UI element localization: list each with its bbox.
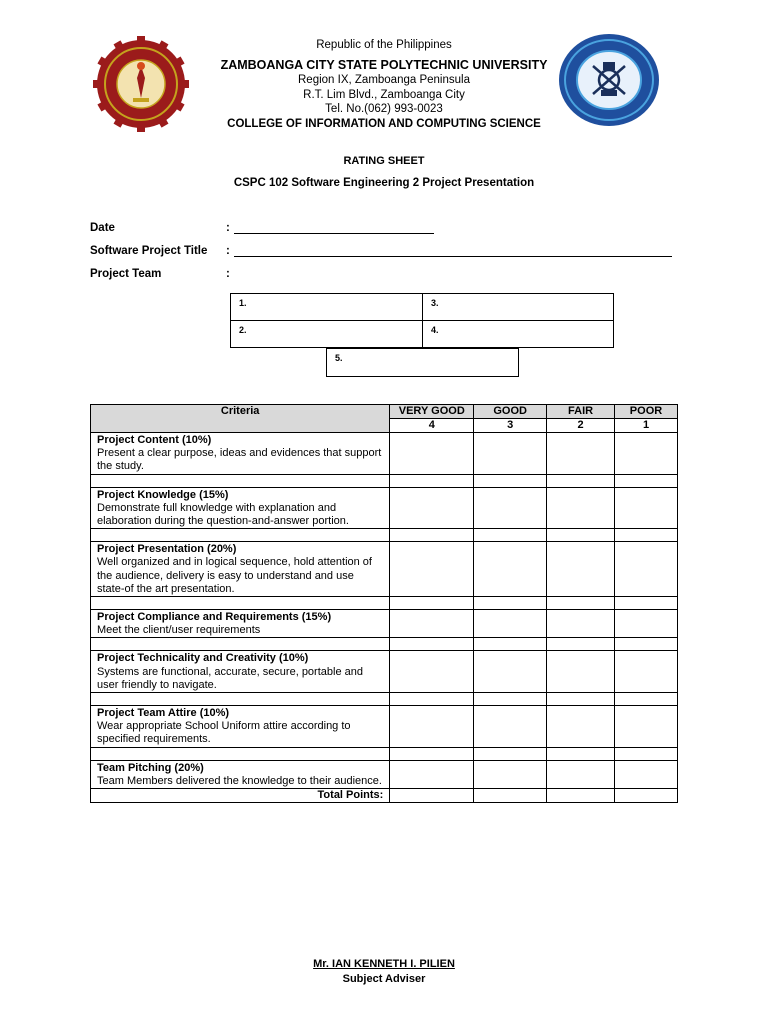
spacer-cell <box>91 638 390 651</box>
score-cell[interactable] <box>474 651 547 693</box>
spacer-cell <box>547 747 615 760</box>
criterion-title: Project Presentation (20%) <box>97 543 237 556</box>
score-cell[interactable] <box>547 433 615 475</box>
total-points-label: Total Points: <box>91 789 390 803</box>
spacer-cell <box>547 638 615 651</box>
criterion-cell <box>91 433 390 475</box>
criterion-title: Project Content (10%) <box>97 434 212 446</box>
score-cell[interactable] <box>474 487 547 529</box>
spacer-cell <box>547 597 615 610</box>
spacer-cell <box>474 747 547 760</box>
criterion-row <box>91 610 678 638</box>
criterion-description: Meet the client/user requirements <box>97 624 261 637</box>
spacer-cell <box>91 693 390 706</box>
score-cell[interactable] <box>547 760 615 788</box>
score-cell[interactable] <box>390 610 474 638</box>
spacer-cell <box>547 693 615 706</box>
date-input-line[interactable] <box>234 233 434 234</box>
criterion-description: Wear appropriate School Uniform attire according to specified requirements. <box>97 720 351 746</box>
very-good-points: 4 <box>390 419 474 433</box>
project-title-label: Software Project Title <box>90 245 208 257</box>
score-cell[interactable] <box>390 651 474 693</box>
criterion-description: Present a clear purpose, ideas and evidences that support the study. <box>97 447 382 473</box>
address-line: R.T. Lim Blvd., Zamboanga City <box>303 89 465 101</box>
project-team-label: Project Team <box>90 268 162 280</box>
spacer-cell <box>474 693 547 706</box>
score-cell[interactable] <box>547 789 615 803</box>
spacer-cell <box>390 597 474 610</box>
spacer-row <box>91 693 678 706</box>
spacer-row <box>91 638 678 651</box>
telephone-line: Tel. No.(062) 993-0023 <box>325 103 443 115</box>
score-cell[interactable] <box>390 706 474 748</box>
project-team-colon: : <box>226 268 230 280</box>
date-label: Date <box>90 222 115 234</box>
criterion-description: Well organized and in logical sequence, hold attention of the audience, delivery is easy to understand and use state-of the art presentation. <box>97 556 372 595</box>
college-name: COLLEGE OF INFORMATION AND COMPUTING SCIENCE <box>227 118 541 130</box>
spacer-row <box>91 474 678 487</box>
poor-points: 1 <box>615 419 678 433</box>
spacer-cell <box>390 474 474 487</box>
good-header: GOOD <box>474 405 547 419</box>
criterion-description: Systems are functional, accurate, secure, portable and user friendly to navigate. <box>97 665 363 691</box>
criterion-description: Team Members delivered the knowledge to their audience. <box>97 774 382 787</box>
fair-header: FAIR <box>547 405 615 419</box>
score-cell[interactable] <box>615 610 678 638</box>
criterion-cell <box>91 651 390 693</box>
spacer-cell <box>615 747 678 760</box>
score-cell[interactable] <box>615 760 678 788</box>
team-member-slot[interactable]: 4. <box>422 320 614 348</box>
fair-points: 2 <box>547 419 615 433</box>
criterion-description: Demonstrate full knowledge with explanation and elaboration during the question-and-answer portion. <box>97 501 349 528</box>
very-good-header: VERY GOOD <box>390 405 474 419</box>
score-cell[interactable] <box>474 760 547 788</box>
criterion-row <box>91 433 678 475</box>
spacer-row <box>91 529 678 542</box>
spacer-cell <box>615 474 678 487</box>
spacer-cell <box>91 529 390 542</box>
team-member-slot[interactable]: 3. <box>422 293 614 321</box>
spacer-cell <box>390 747 474 760</box>
project-title-colon: : <box>226 245 230 257</box>
score-cell[interactable] <box>474 706 547 748</box>
spacer-cell <box>390 529 474 542</box>
score-cell[interactable] <box>547 542 615 597</box>
criterion-row <box>91 706 678 748</box>
republic-line: Republic of the Philippines <box>316 39 452 51</box>
criterion-title: Team Pitching (20%) <box>97 761 204 774</box>
criterion-title: Project Team Attire (10%) <box>97 707 230 720</box>
spacer-cell <box>474 597 547 610</box>
team-member-slot[interactable]: 2. <box>230 320 423 348</box>
score-cell[interactable] <box>615 542 678 597</box>
criterion-title: Project Knowledge (15%) <box>97 488 229 501</box>
score-cell[interactable] <box>615 706 678 748</box>
spacer-cell <box>547 529 615 542</box>
score-cell[interactable] <box>547 610 615 638</box>
score-cell[interactable] <box>390 789 474 803</box>
score-cell[interactable] <box>615 789 678 803</box>
spacer-cell <box>615 597 678 610</box>
spacer-cell <box>615 529 678 542</box>
spacer-cell <box>91 747 390 760</box>
spacer-cell <box>390 693 474 706</box>
score-cell[interactable] <box>474 542 547 597</box>
spacer-cell <box>390 638 474 651</box>
score-cell[interactable] <box>474 433 547 475</box>
table-header-row <box>91 405 678 419</box>
spacer-row <box>91 747 678 760</box>
criterion-title: Project Technicality and Creativity (10%) <box>97 652 309 665</box>
spacer-cell <box>615 693 678 706</box>
score-cell[interactable] <box>474 789 547 803</box>
team-member-slot[interactable]: 5. <box>326 348 519 377</box>
spacer-cell <box>91 474 390 487</box>
good-points: 3 <box>474 419 547 433</box>
criterion-row <box>91 651 678 693</box>
spacer-cell <box>474 638 547 651</box>
sheet-title: RATING SHEET <box>343 155 425 167</box>
university-name: ZAMBOANGA CITY STATE POLYTECHNIC UNIVERSITY <box>220 58 548 72</box>
spacer-cell <box>474 474 547 487</box>
course-title: CSPC 102 Software Engineering 2 Project Presentation <box>233 177 535 189</box>
criteria-table <box>90 404 678 803</box>
adviser-name: Mr. IAN KENNETH I. PILIEN <box>313 958 455 970</box>
score-cell[interactable] <box>547 706 615 748</box>
criteria-header: Criteria <box>91 405 390 433</box>
adviser-title: Subject Adviser <box>342 973 426 985</box>
spacer-cell <box>474 529 547 542</box>
date-colon: : <box>226 222 230 234</box>
project-title-input-line[interactable] <box>234 256 672 257</box>
spacer-cell <box>615 638 678 651</box>
criterion-cell <box>91 706 390 748</box>
score-cell[interactable] <box>615 651 678 693</box>
spacer-cell <box>91 597 390 610</box>
score-cell[interactable] <box>547 487 615 529</box>
criterion-cell <box>91 542 390 597</box>
criterion-cell <box>91 610 390 638</box>
criterion-row <box>91 760 678 788</box>
criterion-cell <box>91 487 390 529</box>
criterion-row <box>91 487 678 529</box>
score-cell[interactable] <box>390 487 474 529</box>
score-cell[interactable] <box>547 651 615 693</box>
score-cell[interactable] <box>390 433 474 475</box>
spacer-cell <box>547 474 615 487</box>
score-cell[interactable] <box>615 487 678 529</box>
team-member-slot[interactable]: 1. <box>230 293 423 321</box>
score-cell[interactable] <box>474 610 547 638</box>
criterion-row <box>91 542 678 597</box>
score-cell[interactable] <box>615 433 678 475</box>
criterion-title: Project Compliance and Requirements (15%) <box>97 611 332 624</box>
poor-header: POOR <box>615 405 678 419</box>
region-line: Region IX, Zamboanga Peninsula <box>298 74 470 86</box>
spacer-row <box>91 597 678 610</box>
score-cell[interactable] <box>390 760 474 788</box>
criterion-cell <box>91 760 390 788</box>
score-cell[interactable] <box>390 542 474 597</box>
total-row <box>91 789 678 803</box>
